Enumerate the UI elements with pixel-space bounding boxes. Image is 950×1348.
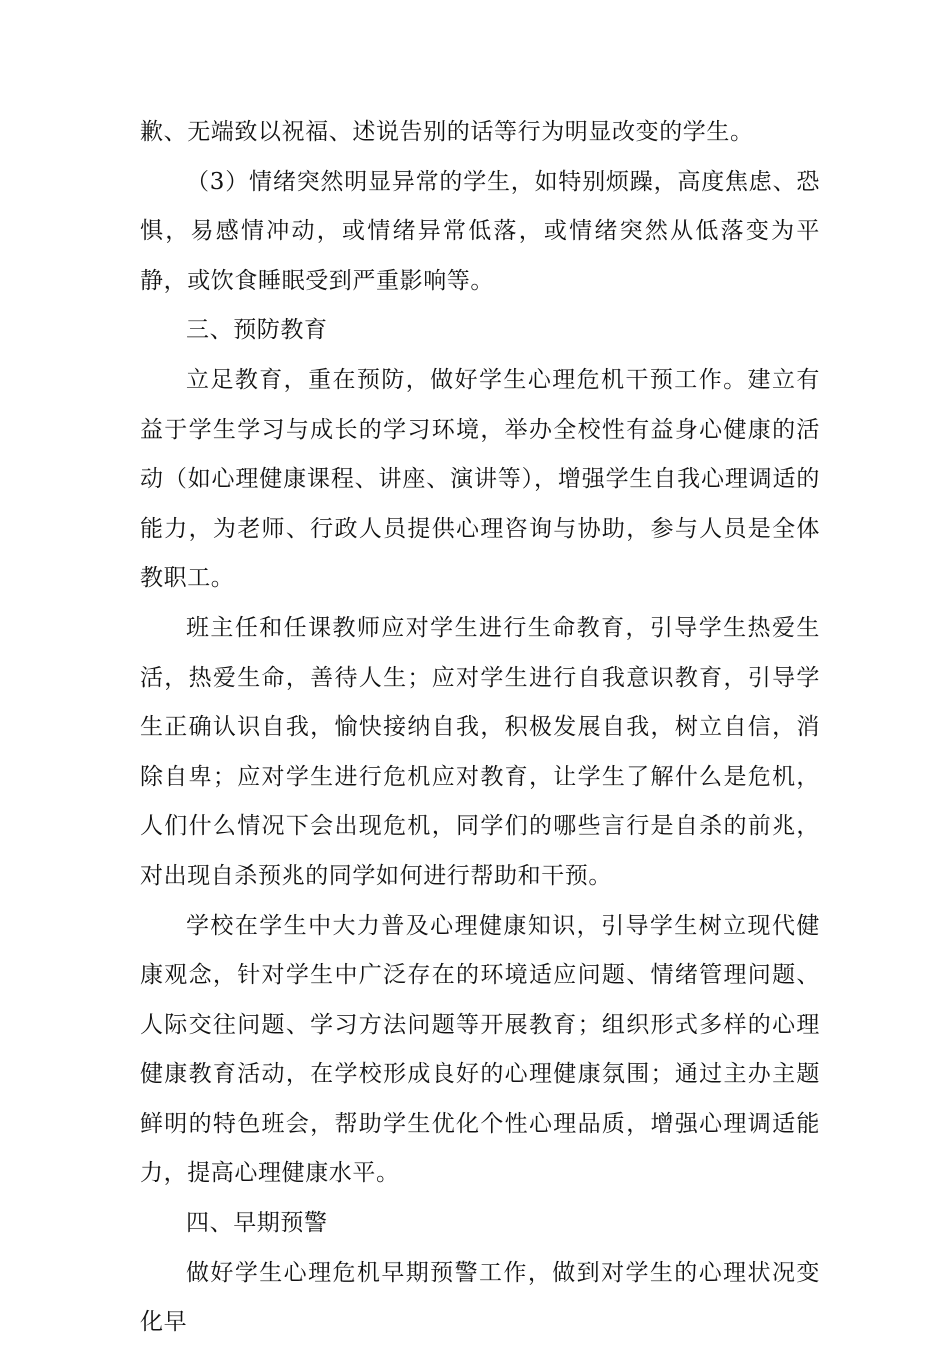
paragraph-early-warning: 做好学生心理危机早期预警工作，做到对学生的心理状况变化早 xyxy=(140,1259,820,1336)
paragraph-continuation: 歉、无端致以祝福、述说告别的话等行为明显改变的学生。 xyxy=(140,119,754,145)
section-heading-early-warning: 四、早期预警 xyxy=(186,1210,328,1237)
paragraph-emotion-abnormal: （3）情绪突然明显异常的学生，如特别烦躁，高度焦虑、恐惧，易感情冲动，或情绪异常低落，或情绪突然从低落变为平静，或饮食睡眠受到严重影响等。 xyxy=(140,168,820,294)
paragraph-life-education: 班主任和任课教师应对学生进行生命教育，引导学生热爱生活，热爱生命，善待人生；应对学生进行自我意识教育，引导学生正确认识自我，愉快接纳自我，积极发展自我，树立自信，消除自卑；应对学生进行危机应对教育，让学生了解什么是危机，人们什么情况下会出现危机，同学们的哪些言行是自杀的前兆，对出现自杀预兆的同学如何进行帮助和干预。 xyxy=(140,614,820,889)
section-heading-prevention: 三、预防教育 xyxy=(186,317,328,344)
document-body xyxy=(140,108,820,1348)
paragraph-health-knowledge: 学校在学生中大力普及心理健康知识，引导学生树立现代健康观念，针对学生中广泛存在的环境适应问题、情绪管理问题、人际交往问题、学习方法问题等开展教育；组织形式多样的心理健康教育活动，在学校形成良好的心理健康氛围；通过主办主题鲜明的特色班会，帮助学生优化个性心理品质，增强心理调适能力，提高心理健康水平。 xyxy=(140,912,820,1187)
paragraph-prevention-intro: 立足教育，重在预防，做好学生心理危机干预工作。建立有益于学生学习与成长的学习环境，举办全校性有益身心健康的活动（如心理健康课程、讲座、演讲等），增强学生自我心理调适的能力，为老师、行政人员提供心理咨询与协助，参与人员是全体教职工。 xyxy=(140,366,820,592)
